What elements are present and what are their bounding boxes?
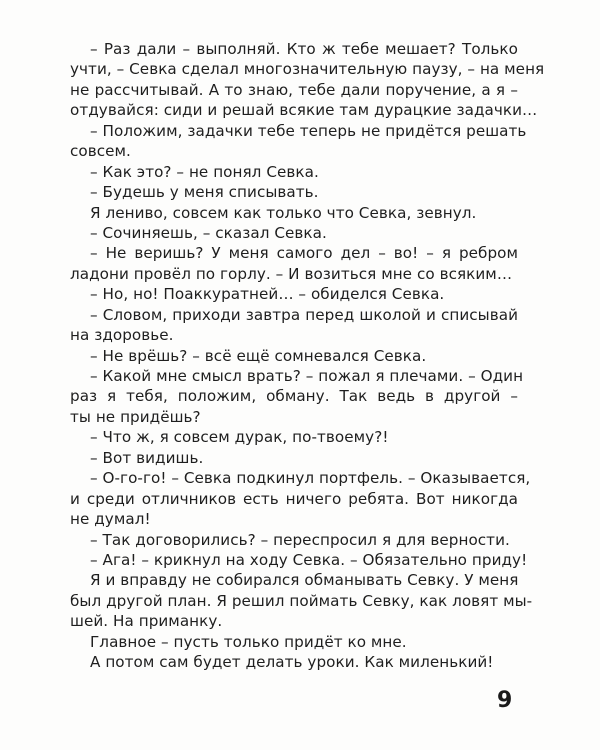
text-line: совсем.: [70, 142, 131, 161]
text-line: – Вот видишь.: [90, 448, 204, 467]
text-line: – Но, но! Поаккуратней… – обиделся Севка.: [90, 285, 445, 304]
text-line: – Раз дали – выполняй. Кто ж тебе мешает? Только: [90, 40, 518, 58]
text-line: – Что ж, я совсем дурак, по-твоему?!: [90, 428, 389, 447]
text-line: – Какой мне смысл врать? – пожал я плечами. – Один: [90, 367, 524, 385]
text-line: – Не веришь? У меня самого дел – во! – я ребром: [90, 244, 518, 263]
page-number: 9: [497, 688, 513, 713]
text-line: – Сочиняешь, – сказал Севка.: [90, 223, 327, 242]
text-line: раз я тебя, положим, обману. Так ведь в другой –: [70, 387, 518, 406]
text-line: – Не врёшь? – всё ещё сомневался Севка.: [90, 346, 427, 365]
text-line: Главное – пусть только придёт ко мне.: [90, 632, 407, 651]
text-line: – Как это? – не понял Севка.: [90, 162, 319, 181]
text-line: не рассчитывай. А то знаю, тебе дали поручение, а я –: [70, 80, 518, 99]
text-line: Я лениво, совсем как только что Севка, зевнул.: [90, 203, 477, 222]
text-line: – Ага! – крикнул на ходу Севка. – Обязательно приду!: [90, 550, 528, 569]
text-line: не думал!: [70, 510, 151, 529]
body-text: [70, 39, 545, 673]
text-line: – Словом, приходи завтра перед школой и списывай: [90, 305, 518, 324]
text-line: – Будешь у меня списывать.: [90, 183, 319, 202]
text-line: отдувайся: сиди и решай всякие там дурацкие задачки…: [70, 101, 538, 120]
text-line: шей. На приманку.: [70, 612, 223, 631]
text-line: Я и вправду не собирался обманывать Севку. У меня: [90, 571, 519, 590]
text-line: на здоровье.: [70, 326, 174, 345]
text-line: ты не придёшь?: [70, 407, 201, 426]
text-line: был другой план. Я решил поймать Севку, как ловят мы-: [70, 591, 533, 610]
text-line: – Так договорились? – переспросил я для верности.: [90, 530, 510, 549]
text-line: ладони провёл по горлу. – И возиться мне со всяким…: [70, 264, 513, 283]
text-line: – Положим, задачки тебе теперь не придётся решать: [90, 121, 527, 140]
text-line: учти, – Севка сделал многозначительную паузу, – на меня: [70, 60, 545, 79]
text-line: – О-го-го! – Севка подкинул портфель. – Оказывается,: [90, 469, 531, 488]
text-line: и среди отличников есть ничего ребята. Вот никогда: [70, 489, 518, 508]
text-line: А потом сам будет делать уроки. Как миленький!: [90, 653, 494, 672]
